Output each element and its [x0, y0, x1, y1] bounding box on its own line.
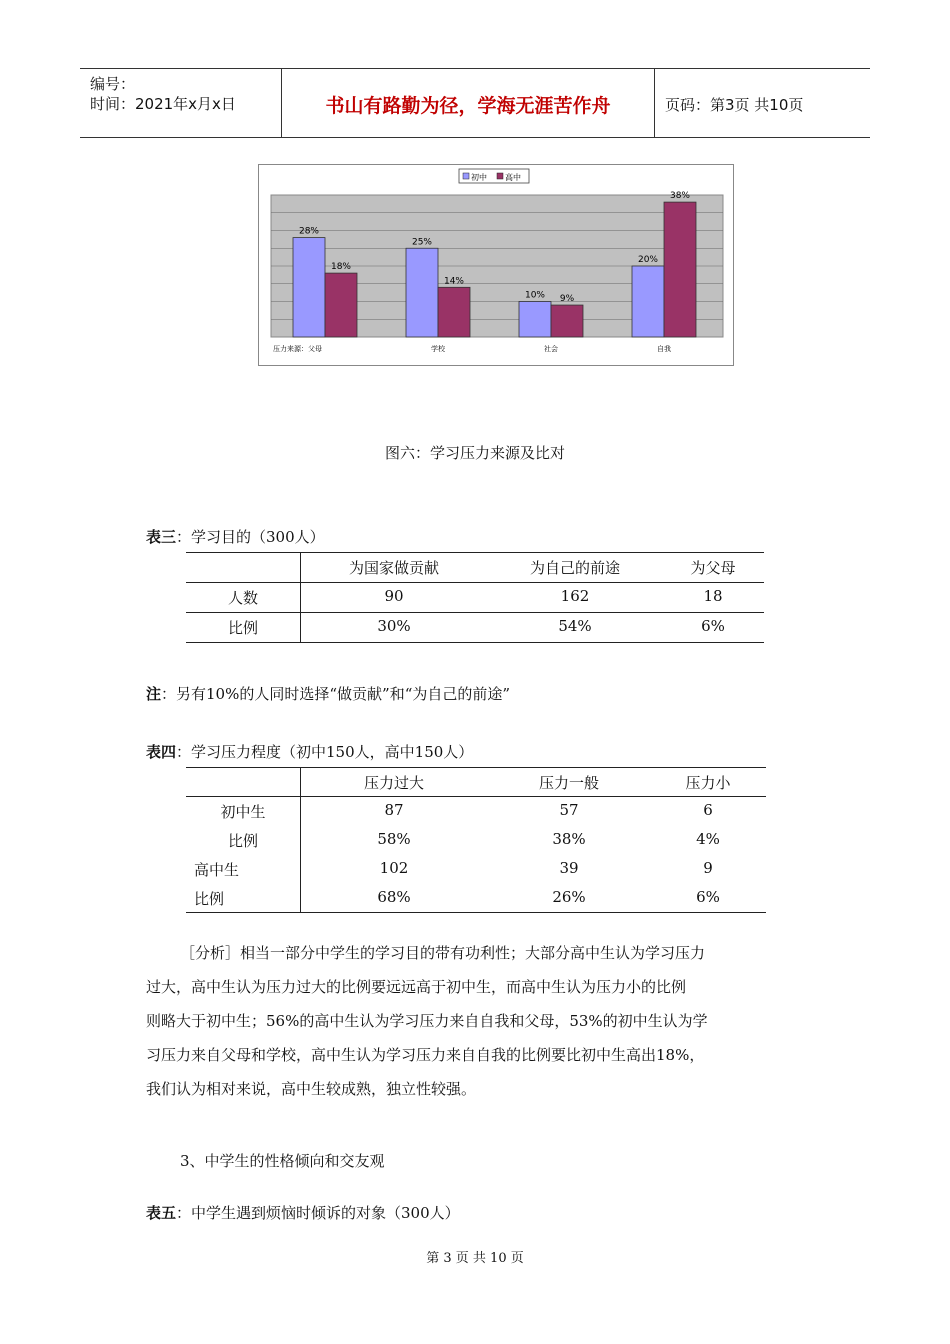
analysis-paragraph — [146, 936, 806, 1106]
analysis-line: 我们认为相对来说，高中生较成熟，独立性较强。 — [146, 1080, 477, 1098]
table-cell: 人数 — [227, 589, 258, 607]
section-heading: 3、中学生的性格倾向和交友观 — [180, 1152, 385, 1170]
table5-caption-text: ：中学生遇到烦恼时倾诉的对象（300人） — [176, 1204, 460, 1222]
analysis-line: ［分析］相当一部分中学生的学习目的带有功利性；大部分高中生认为学习压力 — [180, 944, 706, 962]
table3-caption — [146, 526, 325, 547]
data-label: 20% — [637, 255, 659, 265]
table4-caption-label: 表四 — [146, 743, 177, 761]
header-page-label: 页码：第3页 共10页 — [665, 96, 804, 114]
category-label: 自我 — [657, 345, 671, 353]
table4-caption — [146, 741, 473, 762]
table-cell: 9 — [703, 859, 713, 877]
table-rule — [186, 552, 764, 553]
legend-label: 初中 — [471, 173, 487, 182]
bar — [632, 266, 664, 337]
data-label: 25% — [411, 237, 433, 248]
page-header — [80, 68, 870, 138]
table4 — [186, 767, 766, 915]
data-label: 14% — [443, 276, 465, 287]
table-cell: 102 — [379, 859, 409, 877]
table-cell: 57 — [559, 801, 579, 819]
header-left-cell — [80, 69, 280, 137]
legend-swatch — [497, 173, 503, 179]
table-cell: 68% — [377, 888, 411, 906]
data-label: 10% — [524, 290, 546, 301]
table-cell: 初中生 — [220, 803, 266, 821]
category-label: 学校 — [431, 345, 445, 353]
table-cell: 54% — [558, 617, 592, 635]
table-header-cell: 压力过大 — [363, 774, 424, 792]
table-header-cell: 为国家做贡献 — [348, 559, 439, 577]
table3-note — [146, 683, 510, 704]
bar — [325, 273, 357, 337]
document-date-label: 时间：2021年x月x日 — [90, 95, 236, 113]
table-cell: 87 — [384, 801, 404, 819]
analysis-line: 习压力来自父母和学校，高中生认为学习压力来自自我的比例要比初中生高出18%， — [146, 1046, 705, 1064]
bar — [664, 202, 696, 337]
data-label: 9% — [559, 294, 575, 305]
table-cell: 58% — [377, 830, 411, 848]
table-cell: 比例 — [227, 619, 258, 637]
page-footer: 第 3 页 共 10 页 — [426, 1251, 524, 1266]
data-label: 38% — [669, 191, 691, 202]
legend-swatch — [463, 173, 469, 179]
table-cell: 6% — [696, 888, 720, 906]
bar — [438, 287, 470, 337]
data-label: 28% — [298, 226, 320, 237]
table-rule — [186, 767, 766, 768]
header-middle-cell — [281, 69, 655, 137]
table-rule — [186, 582, 764, 583]
category-label: 压力来源：父母 — [273, 345, 322, 353]
bar — [406, 248, 438, 337]
chart-caption: 图六：学习压力来源及比对 — [384, 444, 565, 462]
bar — [519, 302, 551, 338]
table-cell: 26% — [552, 888, 586, 906]
table-cell: 比例 — [227, 832, 258, 850]
bar — [551, 305, 583, 337]
table4-caption-text: ：学习压力程度（初中150人，高中150人） — [176, 743, 474, 761]
legend-label: 高中 — [505, 173, 521, 182]
header-right-cell — [655, 69, 870, 137]
table-rule — [186, 796, 766, 797]
table-cell: 39 — [559, 859, 579, 877]
table-rule — [186, 642, 764, 643]
bar — [293, 238, 325, 337]
note-text: ：另有10%的人同时选择“做贡献”和“为自己的前途” — [161, 685, 511, 703]
table-header-cell: 压力小 — [685, 774, 731, 792]
table-rule — [186, 912, 766, 913]
document-number-label: 编号： — [90, 75, 136, 93]
table3-caption-text: ：学习目的（300人） — [176, 528, 325, 546]
table-cell: 90 — [384, 587, 404, 605]
data-label: 18% — [330, 262, 352, 273]
table-header-cell: 为自己的前途 — [529, 559, 620, 577]
category-label: 社会 — [544, 345, 558, 353]
stress-source-chart — [258, 164, 734, 366]
table5-caption — [146, 1202, 460, 1223]
header-motto: 书山有路勤为径，学海无涯苦作舟 — [325, 95, 611, 117]
table3 — [186, 552, 764, 642]
table-cell: 162 — [560, 587, 590, 605]
analysis-line: 过大，高中生认为压力过大的比例要远远高于初中生，而高中生认为压力小的比例 — [146, 978, 687, 996]
table-cell: 6 — [703, 801, 713, 819]
table-cell: 18 — [703, 587, 723, 605]
chart-canvas — [259, 165, 733, 365]
table5-caption-label: 表五 — [146, 1204, 177, 1222]
table-cell: 30% — [377, 617, 411, 635]
table-cell: 比例 — [194, 890, 225, 908]
table-header-cell: 为父母 — [690, 559, 736, 577]
table-rule — [186, 612, 764, 613]
table-cell: 6% — [701, 617, 725, 635]
table-cell: 高中生 — [194, 861, 240, 879]
note-label: 注 — [146, 685, 162, 703]
table-header-cell: 压力一般 — [538, 774, 599, 792]
table-cell: 38% — [552, 830, 586, 848]
table3-caption-label: 表三 — [146, 528, 177, 546]
analysis-line: 则略大于初中生；56%的高中生认为学习压力来自自我和父母，53%的初中生认为学 — [146, 1012, 708, 1030]
table-cell: 4% — [696, 830, 720, 848]
